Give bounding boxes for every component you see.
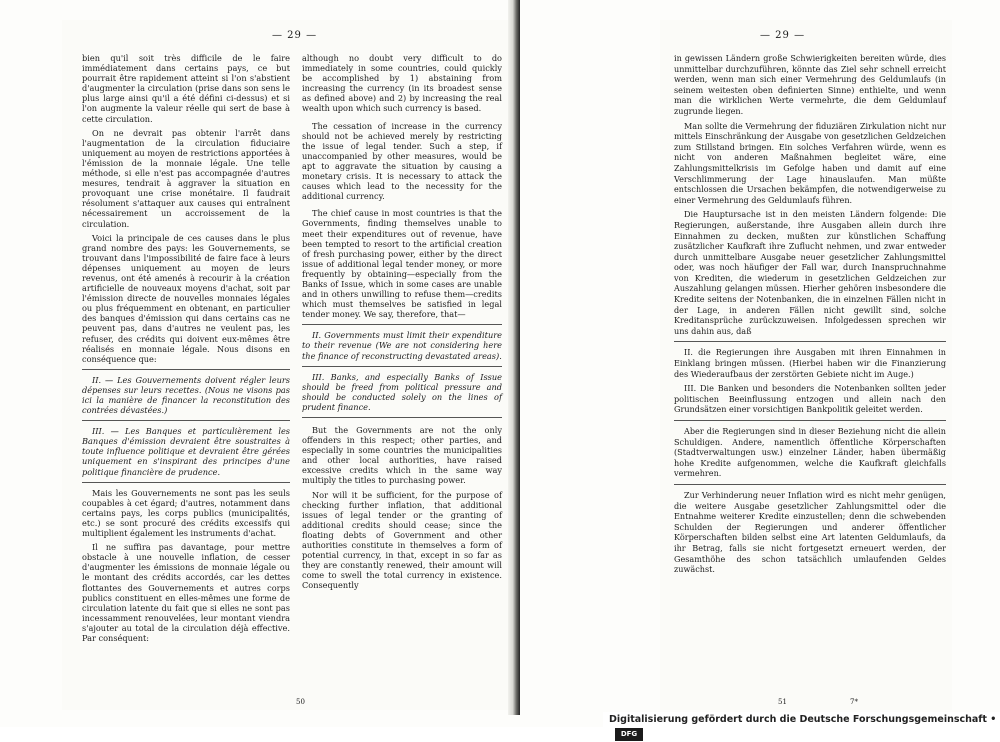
en-paragraph-7: Nor will it be sufficient, for the purpose of checking further inflation, that additional issues of legal tender or the granting of additional credits should cease; since the floating debts of Government and other authorities constitute in themselves a form of potential currency, in that, except in so far as they are constantly renewed, their amount will come to swell the total currency in existence. Consequently xyxy=(302,489,502,591)
de-paragraph-1: in gewissen Ländern große Schwierigkeiten bereiten würde, dies unmittelbar durchzuführen, könnte das Ziel sehr schnell erreicht werden, wenn man sich einer Vermehrung des Geldumlaufs (in seinem weitesten oben definierten Sinne) enthielte, und wenn man die wirklichen Werte vermehrte, die dem Geldumlauf zugrunde liegen. xyxy=(674,53,946,116)
signature-mark: 7* xyxy=(850,698,858,706)
german-column xyxy=(674,53,946,579)
en-divider-1 xyxy=(302,324,502,325)
de-paragraph-3: Die Hauptursache ist in den meisten Ländern folgende: Die Regierungen, außerstande, ihre Ausgaben allein durch ihre Einnahmen zu decken, mußten zur künstlichen Schaffung zusätzlicher Kaufkraft ihre Zuflucht nehmen, und zwar entweder durch unmittelbare Ausgabe neuer gesetzlicher Zahlungsmittel oder, was noch häufiger der Fall war, durch Inanspruchnahme von Krediten, die wiederum in gesetzlichen Geldzeichen zur Auszahlung gelangen müssen. Hierher gehören insbesondere die Kredite seitens der Notenbanken, die in einzelnen Fällen nicht in der Lage, in anderen Fällen nicht gewillt sind, solche Kreditansprüche zurückzuweisen. Infolgedessen sprechen wir uns dahin aus, daß xyxy=(674,209,946,336)
de-divider-1 xyxy=(674,341,946,342)
en-paragraph-2: The cessation of increase in the currency should not be achieved merely by restricting the issue of legal tender. Such a step, if unaccompanied by other measures, would be apt to aggravate the situation by causing a monetary crisis. It is necessary to attack the causes which lead to the necessity for the additional currency. xyxy=(302,120,502,202)
left-page-number: 50 xyxy=(296,698,305,706)
fr-recommendation-3: III. — Les Banques et particulièrement les Banques d'émission devraient être soustraites à toute influence politique et devraient être gérées uniquement en s'inspirant des principes d'une politique financière de prudence. xyxy=(82,426,290,477)
de-paragraph-7: Zur Verhinderung neuer Inflation wird es nicht mehr genügen, die weitere Ausgabe gesetzlicher Zahlungsmittel oder die Entnahme weiterer Kredite einzustellen; denn die schwebenden Schulden der Regierungen und anderer öffentlicher Körperschaften bilden selbst eine Art latenten Geldumlaufs, da ihr Betrag, falls sie nicht fortgesetzt erneuert werden, der Gesamthöhe des schon tatsächlich umlaufenden Geldes zuwächst. xyxy=(674,489,946,575)
fr-paragraph-6: Mais les Gouvernements ne sont pas les seuls coupables à cet égard; d'autres, notamment dans certains pays, les corps publics (municipalités, etc.) se sont procuré des crédits excessifs qui multiplient également les instruments d'achat. xyxy=(82,487,290,539)
book-gutter xyxy=(508,0,520,715)
fr-paragraph-2: On ne devrait pas obtenir l'arrêt dans l'augmentation de la circulation fiduciaire uniquement au moyen de restrictions apportées à l'émission de la monnaie légale. Une telle méthode, si elle n'est pas accompagnée d'autres mesures, tendrait à aggraver la situation en provoquant une crise monétaire. Il faudrait résolument s'attaquer aux causes qui entraînent nécessairement un accroissement de la circulation. xyxy=(82,127,290,229)
en-paragraph-6: But the Governments are not the only offenders in this respect; other parties, and especially in some countries the municipalities and other local authorities, have raised excessive credits which in the same way multiply the titles to purchasing power. xyxy=(302,425,502,486)
fr-recommendation-2: II. — Les Gouvernements doivent régler leurs dépenses sur leurs recettes. (Nous ne visons pas ici la manière de financer la reconstitution des contrées dévastées.) xyxy=(82,374,290,416)
en-divider-2 xyxy=(302,366,502,367)
left-page xyxy=(62,20,508,710)
en-paragraph-3: The chief cause in most countries is that the Governments, finding themselves unable to meet their expenditures out of revenue, have been tempted to resort to the artificial creation of fresh purchasing power, either by the direct issue of additional legal tender money, or more frequently by obtaining—especially from the Banks of Issue, which in some cases are unable and in others unwilling to refuse them—credits which must themselves be satisfied in legal tender money. We say, therefore, that— xyxy=(302,208,502,320)
en-divider-3 xyxy=(302,417,502,418)
fr-paragraph-1: bien qu'il soit très difficile de le faire immédiatement dans certains pays, ce but pourrait être rapidement atteint si l'on s'abstient d'augmenter la circulation (prise dans son sens le plus large ainsi qu'il a été défini ci-dessus) et si l'on augmente la valeur réelle qui sert de base à cette circulation. xyxy=(82,53,290,124)
de-divider-2 xyxy=(674,420,946,421)
fr-divider-3 xyxy=(82,482,290,483)
de-paragraph-2: Man sollte die Vermehrung der fiduziären Zirkulation nicht nur mittels Einschränkung der Ausgabe von gesetzlichen Geldzeichen zum Stillstand bringen. Ein solches Verfahren würde, wenn es nicht von anderen Maßnahmen begleitet wäre, eine Zahlungsmittelkrisis im Gefolge haben und damit auf eine Verschlimmerung der Lage hinauslaufen. Man müßte entschlossen die Ursachen bekämpfen, die notwendigerweise zu einer Vermehrung des Geldumlaufs führen. xyxy=(674,120,946,205)
right-page xyxy=(660,20,952,710)
english-column xyxy=(302,53,502,595)
fr-paragraph-3: Voici la principale de ces causes dans le plus grand nombre des pays: les Gouvernements, se trouvant dans l'impossibilité de faire face à leurs dépenses uniquement au moyen de leurs revenus, ont été amenés à recourir à la création artificielle de nouveaux moyens d'achat, soit par l'émission directe de nouvelles monnaies légales ou plus fréquemment en obtenant, en particulier des banques d'émission qui dans certains cas ne peuvent pas, dans d'autres ne veulent pas, les refuser, des crédits qui doivent eux-mêmes être réalisés en monnaie légale. Nous disons en conséquence que: xyxy=(82,232,290,364)
french-column xyxy=(82,53,290,647)
digitization-footer xyxy=(603,712,1000,738)
de-paragraph-6: Aber die Regierungen sind in dieser Beziehung nicht die allein Schuldigen. Andere, namentlich öffentliche Körperschaften (Stadtverwaltungen usw.) einzelner Länder, haben übermäßig hohe Kredite aufgenommen, welche die Kaufkraft gleichfalls vermehren. xyxy=(674,426,946,479)
en-recommendation-3: III. Banks, and especially Banks of Issue should be freed from political pressure and should be conducted solely on the lines of prudent finance. xyxy=(302,371,502,412)
right-folio: — 29 — xyxy=(760,30,806,41)
fr-divider-2 xyxy=(82,420,290,421)
de-divider-3 xyxy=(674,484,946,485)
fr-divider-1 xyxy=(82,369,290,370)
de-recommendation-2: II. die Regierungen ihre Ausgaben mit ihren Einnahmen in Einklang bringen müssen. (Hierbei haben wir die Finanzierung des Wiederaufbaus der zerstörten Gebiete nicht im Auge.) xyxy=(674,347,946,379)
left-folio: — 29 — xyxy=(272,30,318,41)
right-page-number: 51 xyxy=(778,698,787,706)
footer-text: Digitalisierung gefördert durch die Deutsche Forschungsgemeinschaft • xyxy=(609,714,997,725)
en-recommendation-2: II. Governments must limit their expenditure to their revenue (We are not considering here the finance of reconstructing devastated areas). xyxy=(302,330,502,361)
fr-paragraph-7: Il ne suffira pas davantage, pour mettre obstacle à une nouvelle inflation, de cesser d'augmenter les émissions de monnaie légale ou le montant des crédits accordés, car les dettes flottantes des Gouvernements et autres corps publics constituent en elles-mêmes une forme de circulation latente du fait que si elles ne sont pas incessamment renouvelées, leur montant viendra s'ajouter au total de la circulation déjà effective. Par conséquent: xyxy=(82,542,290,643)
en-paragraph-1: although no doubt very difficult to do immediately in some countries, could quickly be accomplished by 1) abstaining from increasing the currency (in its broadest sense as defined above) and 2) by increasing the real wealth upon which such currency is based. xyxy=(302,53,502,114)
dfg-logo-icon: DFG xyxy=(615,728,643,741)
de-recommendation-3: III. Die Banken und besonders die Notenbanken sollten jeder politischen Beeinflussung entzogen und allein nach den Grundsätzen einer vorsichtigen Bankpolitik geleitet werden. xyxy=(674,383,946,415)
